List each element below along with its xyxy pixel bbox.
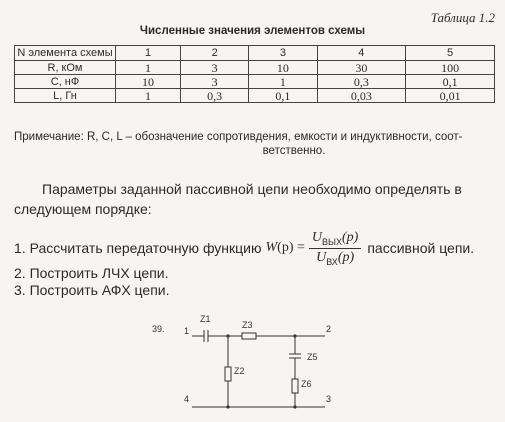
formula-p: (p) = (277, 240, 305, 256)
column-header: 5 (406, 46, 495, 61)
header-label-cell: N элемента схемы (15, 46, 116, 61)
column-header: 3 (249, 46, 317, 61)
step-3: 3. Построить АФХ цепи. (14, 282, 170, 298)
instructions-paragraph: Параметры заданной пассивной цепи необходимо определять в следующем порядке: (14, 181, 462, 217)
table-cell: 0,1 (406, 75, 495, 89)
table-cell: 10 (249, 61, 317, 75)
junction-dot (293, 405, 296, 408)
table-cell: 3 (181, 75, 249, 89)
table-cell: 10 (116, 75, 181, 89)
table-row (15, 61, 495, 75)
table-cell: 1 (116, 61, 181, 75)
table-cell: 0,1 (249, 89, 317, 103)
circuit-wires (192, 330, 325, 407)
table-cell: 30 (317, 61, 406, 75)
resistor-z2 (225, 367, 231, 381)
numerator-subscript: ВЫХ (322, 236, 343, 247)
column-header: 1 (116, 46, 181, 61)
junction-dot (226, 405, 229, 408)
table-cell: 100 (406, 61, 495, 75)
formula-w: W (265, 240, 278, 256)
table-header-row (15, 46, 495, 61)
step-1-suffix: пассивной цепи. (367, 240, 475, 257)
node-label-2: 2 (326, 324, 332, 334)
note-line-1: Примечание: R, C, L – обозначение сопротивдения, емкости и индуктивности, соот- (14, 131, 463, 143)
note-line-2: ветственно. (262, 145, 326, 157)
row-label: L, Гн (15, 89, 116, 103)
table-cell: 0,01 (406, 89, 495, 103)
step-1 (14, 230, 474, 267)
element-label-z1: Z1 (200, 314, 211, 324)
column-header: 4 (317, 46, 406, 61)
element-label-z5: Z5 (307, 352, 318, 362)
node-label-1: 1 (184, 326, 190, 336)
circuit-diagram (150, 312, 350, 422)
numerator-p: (p) (342, 230, 359, 245)
table-title: Численные значения элементов схемы (139, 25, 366, 37)
column-header: 2 (181, 46, 249, 61)
denominator-u: U (316, 249, 327, 265)
numerator-u: U (311, 230, 323, 245)
table-cell: 0,3 (181, 89, 249, 103)
fraction-numerator (309, 230, 361, 249)
table-row (15, 89, 495, 103)
table-number-label: Таблица 1.2 (430, 10, 495, 25)
element-label-z3: Z3 (242, 320, 253, 330)
fraction-denominator (313, 249, 357, 267)
table-cell: 1 (116, 89, 181, 103)
resistor-z3 (242, 333, 256, 339)
node-label-3: 3 (326, 394, 332, 404)
row-label: C, нФ (15, 75, 116, 89)
table-cell: 3 (181, 61, 249, 75)
step-2: 2. Построить ЛЧХ цепи. (14, 265, 169, 281)
circuit-number: 39. (152, 324, 165, 334)
element-values-table (14, 45, 495, 103)
transfer-function-formula (266, 230, 362, 267)
element-label-z6: Z6 (301, 379, 312, 389)
step-1-text: 1. Рассчитать передаточную функцию (14, 240, 262, 257)
element-label-z2: Z2 (234, 366, 245, 376)
table-cell: 0,03 (317, 89, 406, 103)
table-row (15, 75, 495, 89)
resistor-z6 (292, 379, 298, 393)
node-label-4: 4 (184, 394, 190, 404)
table-note (14, 130, 494, 158)
row-label: R, кОм (15, 61, 116, 75)
table-cell: 0,3 (317, 75, 406, 89)
denominator-p: (p) (337, 249, 355, 265)
denominator-subscript: ВХ (326, 256, 338, 267)
table-cell: 1 (249, 75, 317, 89)
junction-dot (293, 334, 296, 337)
junction-dot (226, 334, 229, 337)
formula-fraction (309, 230, 361, 267)
